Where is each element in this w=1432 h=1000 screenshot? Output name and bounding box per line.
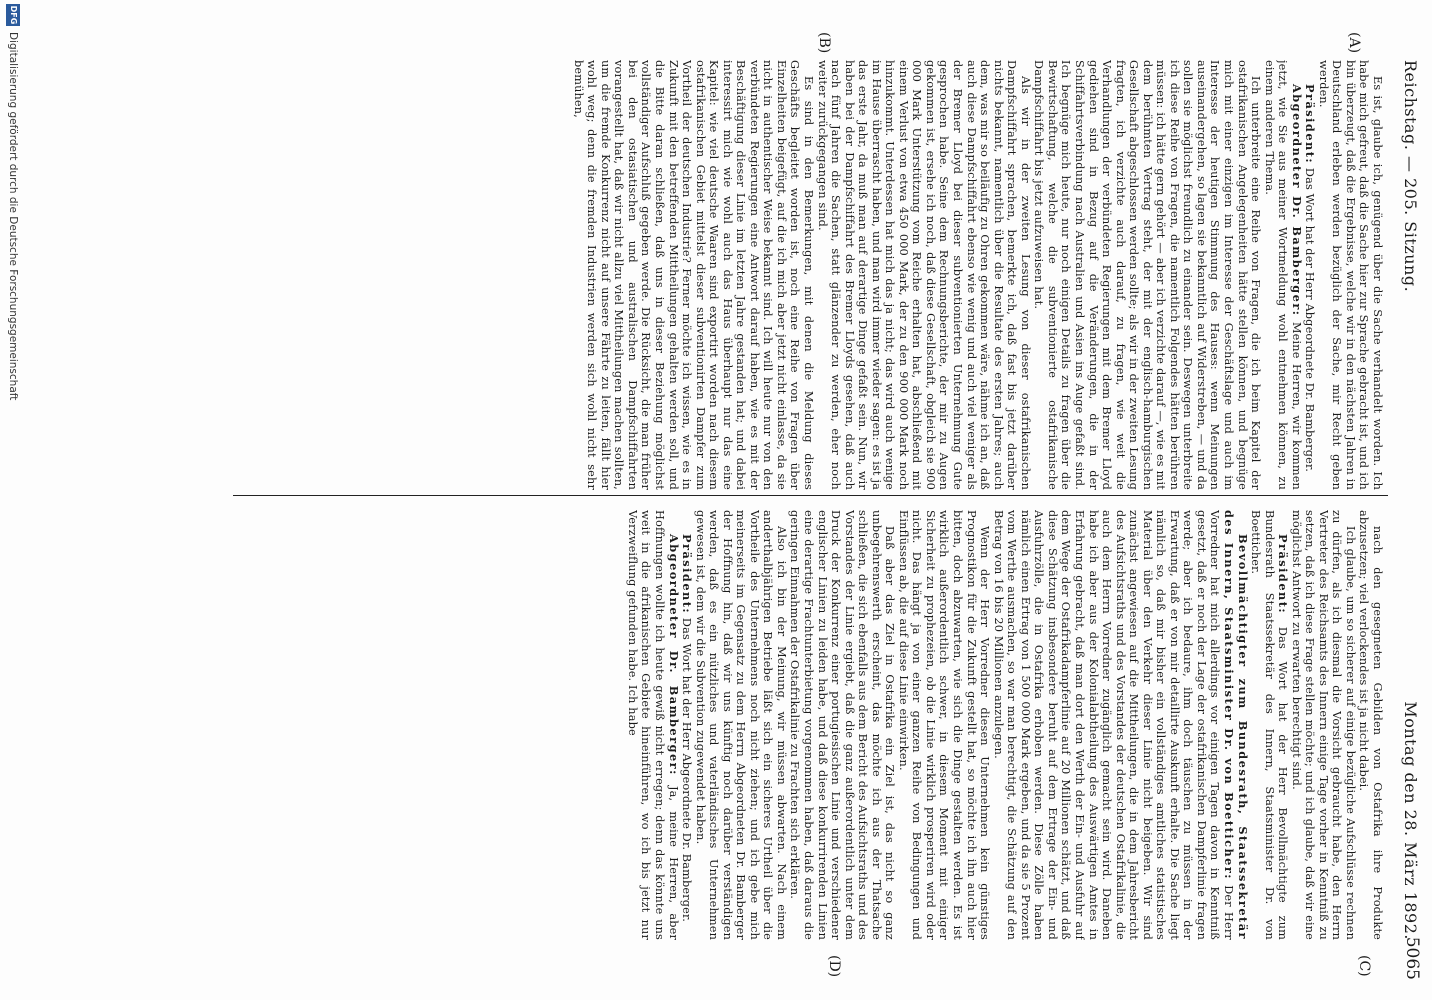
paragraph-text: Ich glaube, um so sicherer auf einige bezügliche Aufschlüsse rechnen zu dürfen, als ich diesmal die Vorsicht gebraucht habe, den Herrn Vertreter des Reichsamts des Innern einige Tage vorher in Kenntniß zu setzen, daß ich diese Frage stellen möchte; und ich glaube, daß wir eine möglichst Antwort zu erwarten berechtigt sind. (1289, 510, 1357, 940)
paragraph-text: Das Wort hat der Herr Abgeordnete Dr. Bamberger. (680, 617, 694, 923)
margin-letter-b: (B) (816, 32, 832, 54)
paragraph-text: Es ist, glaube ich, genügend über die Sache verhandelt worden. Ich habe mich gefreut, daß die Sache hier zur Sprache gebracht ist, und ich bin überzeugt, daß die Ergebnisse, welche wir in den nächsten Jahren in Deutschland erleben werden bezüglich der Sache, mir Recht geben werden. (1316, 60, 1384, 490)
paragraph (1357, 510, 1384, 940)
margin-letter-a: (A) (1346, 32, 1362, 54)
running-head-right: Montag den 28. März 1892. (1401, 701, 1420, 940)
speaker-name: Präsident: (1276, 534, 1291, 615)
paragraph-text: nach den gesegneten Gebilden von Ostafrika ihre Produkte abzusetzen; viel verlockendes ist ja nicht dabei. (1357, 510, 1384, 940)
footer-text: Digitalisierung gefördert durch die Deutsche Forschungsgemeinschaft (7, 32, 19, 401)
speaker-name: Bevollmächtigter zum Bundesrath, Staatssekretär des Innern, Staatsminister Dr. von Boetticher: (1221, 510, 1250, 940)
paragraph-text: Wenn der Herr Vorredner diesen Unternehmen kein günstiges Prognostikon für die Zukunft gestellt hat, so möchte ich ihn auch hier bitten, doch abzuwarten, wie sich die Dinge gestalten werden. Es ist wirklich außerordentlich schwer, in diesem Moment mit einiger Sicherheit zu prophezeien, ob die Linie wirklich prosperiren wird oder nicht. Das hängt ja von einer ganzen Reihe von Bedingungen und Einflüssen ab, die auf diese Linie einwirken. (896, 510, 992, 940)
footer (2, 0, 22, 1000)
speaker-paragraph (1262, 60, 1303, 490)
margin-letter-c: (C) (1356, 955, 1372, 977)
speaker-paragraph (680, 510, 694, 940)
paragraph-text: Das Wort hat der Herr Abgeordnete Dr. Bamberger. (1303, 167, 1317, 473)
speaker-name: Abgeordneter Dr. Bamberger: (1289, 84, 1304, 317)
column-divider (233, 495, 1388, 496)
left-column (236, 60, 1384, 490)
paragraph (1289, 510, 1357, 940)
paragraph (693, 510, 788, 940)
paragraph (571, 60, 815, 490)
speaker-paragraph (1249, 510, 1290, 940)
paragraph (896, 510, 991, 940)
paragraph (788, 510, 896, 940)
paragraph-text: Meine Herren, wir kommen jetzt, wie Sie aus meiner Wortmeldung wohl entnehmen können, zu einem anderen Thema. (1262, 60, 1303, 490)
speaker-name: Präsident: (1303, 84, 1318, 165)
paragraph-text: Als wir in der zweiten Lesung von dieser ostafrikanischen Dampfschiffahrt sprachen, bemerkte ich, daß fast bis jetzt darüber nichts bekannt, namentlich über die Resultate des ersten Jahres; auch dem, was mir so beiläufig zu Ohren gekommen wäre, nähme ich an, daß auch diese Dampfschiffahrt ebenso wie wenig und auch viel weniger als der Bremer Lloyd bei dieser subventionierten Unternehmung Gute gesprochen habe. Seine dem Rechnungsberichte, der mir zu Augen gekommen ist, ersehe ich noch, daß diese Gesellschaft, obgleich sie 900 000 Mark Unterstützung vom Reiche erhalten hat, abschließend mit einem Verlust von etwa 450 000 Mark, der zu den 900 000 Mark noch hinzukommt. Unterdessen hat mich das ja nicht; das wird auch wenige im Hause überrascht haben, und man wird immer wieder sagen: es ist ja das erste Jahr, da muß man auf derartige Dinge gefaßt sein. Nun, wir haben bei der Dampfschiffahrt des Bremer Lloyds gesehen, daß auch nach fünf Jahren die Sachen, statt glänzender zu werden, eher noch weiter zurückgegangen sind. (815, 60, 1032, 490)
paragraph-text: Ich unterbreite eine Reihe von Fragen, die ich beim Kapitel der ostafrikanischen Angelegenheiten hätte stellen können, und begnüge mich mit einer einzigen im Interesse der Geschäftslage und auch im Interesse der heutigen Stimmung des Hauses: wenn Meinungen auseinandergehen, so lagen sie bekanntlich auf Widerstreben, — und da sollen sie möglichst freundlich zu einander sein. Deswegen unterbreite ich diese Reihe von Fragen, die namentlich Folgendes hätten berühren müssen: ich hätte gern gehört — aber ich verzichte darauf —, wie es mit dem berühmten Vertrag steht, der mit der englisch-hamburgischen Gesellschaft abgeschlossen werden sollte; als wir in der zweiten Lesung fragten, ich verzichte auch darauf, zu fragen, wie weit die Verhandlungen der verbündeten Regierungen mit dem Bremer Lloyd gediehen sind in Bezug auf die Veränderungen, die in der Schiffahrtsverbindung nach Australien und Asien ins Auge gefaßt sind. Ich begnüge mich heute, nur noch einigen Details zu fragen über die Bewirtschaftung, welche die subventionierte ostafrikanische Dampfschiffahrt bis jetzt aufzuweisen hat. (1032, 60, 1263, 490)
page-number: 5065 (1402, 936, 1422, 980)
paragraph-text: Daß aber das Ziel in Ostafrika ein Ziel ist, das nicht so ganz unbegehrenswerth erscheint, das möchte ich aus der Thatsache schließen, die sich ebenfalls aus dem Bericht des Aufsichtsraths und des Vorstandes der Linie ergiebt, daß die ganz außerordentlich unter dem Druck der Konkurrenz einer portugiesischen Linie und verschiedener englischer Linien zu leiden habe, und daß diese konkurrirenden Linien eine derartige Frachtunterbietung vorgenommen haben, daß daraus die geringen Einnahmen der Ostafrikalinie zu Frachten sich erklären. (788, 510, 897, 940)
running-head (1394, 60, 1424, 940)
paragraph-text: Ja, meine Herren, aber Hoffnungen wollte ich heute gewiß nicht erregen; denn das könnte uns weit in die afrikanischen Gebiete hineinführen, wo ich bis jetzt nur Verzweiflung gefunden habe. Ich habe (625, 510, 680, 940)
paragraph-text: Es sind in den Bemerkungen, mit denen die Meldung dieses Geschäfts begleitet worden ist, noch eine Reihe von Fragen über Einzelheiten beigefügt, auf die ich mich aber jetzt nicht einlasse, da sie nicht in authentischer Weise bekannt sind. Ich will heute nur von den verbündeten Regierungen eine Antwort darauf haben, wie es mit der Beschäftigung dieser Linie im letzten Jahre gestanden hat; und dabei interessirt mich wie wohl auch das Haus überhaupt nur das eine Kapitel: wie viel deutsche Waaren sind exportirt worden nach diesem ostafrikanischen Gebiet mittelst dieser subventionirten Dampfer zum Vortheil der deutschen Industrie? Ferner möchte ich wissen, wie es in Zukunft mit den betreffenden Mittheilungen gehalten werden soll, und die Bitte daran schließen, daß uns in dieser Beziehung möglichst vollständiger Aufschluß gegeben werde. Die Rücksicht, die man früher bei den ostasiatischen und australischen Dampfschiffahrten vorangestellt hat, daß wir nicht allzu viel Mittheilungen machen sollten, um die fremde Konkurrenz nicht auf unsere Fährte zu leiten, fällt hier wohl weg; denn die fremden Industrien werden sich wohl nicht sehr bemühen, (571, 60, 816, 490)
running-head-left: Reichstag. — 205. Sitzung. (1401, 60, 1420, 293)
paragraph-text: Das Wort hat der Herr Bevollmächtigte zum Bundesrath Staatssekretär des Innern, Staatsminister Dr. von Boetticher. (1249, 510, 1290, 940)
speaker-name: Abgeordneter Dr. Bamberger: (666, 534, 681, 776)
paragraph-text: Also ich bin der Meinung, wir müssen abwarten. Nach einem anderthalbjährigen Betriebe läßt sich ein sicheres Urtheil über die Vortheile des Unternehmens noch nicht ziehen; und ich gebe mich meinerseits im Gegensatz zu dem Herrn Abgeordneten Dr. Bamberger der Hoffnung hin, daß wir uns künftig noch darüber verständigen werden, daß es ein nützliches und vaterländisches Unternehmen gewesen ist, dem wir die Subvention zugewendet haben. (693, 510, 788, 940)
speaker-paragraph (625, 510, 679, 940)
paragraph (815, 60, 1032, 490)
paragraph (1032, 60, 1262, 490)
paragraph (1316, 60, 1384, 490)
speaker-name: Präsident: (680, 534, 695, 615)
paragraph-text: Der Herr Vorredner hat mich allerdings vor einigen Tagen davon in Kenntniß gesetzt, daß er noch der Lage der ostafrikanischen Dampferlinie fragen werde; aber ich bedaure, ihm doch täuschen zu müssen in der Erwartung, daß er von mir detaillirte Auskunft erhalte. Die Sache liegt nämlich so, daß mir bisher ein vollständiges amtliches statistisches Material über den Verkehr dieser Linie nicht beigeben. Wir sind zunächst angewiesen auf die Mittheilungen, die in dem Jahresbericht des Aufsichtsraths und des Vorstandes der deutschen Ostafrikalinie, die auch dem Herrn Vorredner zugänglich gemacht sein wird. Daneben habe ich aber aus der Kolonialabtheilung des Auswärtigen Amtes in Erfahrung gebracht, daß man dort den Werth der Ein- und Ausfuhr auf dem Wege der Ostafrikadampferlinie auf 20 Millionen schätzt, und daß diese Schätzung insbesondere beruht auf dem Ertrage der Ein- und Ausfuhrzölle, die in Ostafrika erhoben werden. Diese Zölle haben nämlich einen Ertrag von 1 500 000 Mark ergeben, und da sie 5 Prozent vom Werthe ausmachen, so war man berechtigt, die Schätzung auf den Betrag von 16 bis 20 Millionen anzulegen. (991, 510, 1235, 940)
speaker-paragraph (991, 510, 1248, 940)
speaker-paragraph (1303, 60, 1317, 490)
dfg-logo-icon: DFG (6, 4, 20, 26)
margin-letter-d: (D) (826, 955, 842, 978)
right-column (236, 510, 1384, 940)
